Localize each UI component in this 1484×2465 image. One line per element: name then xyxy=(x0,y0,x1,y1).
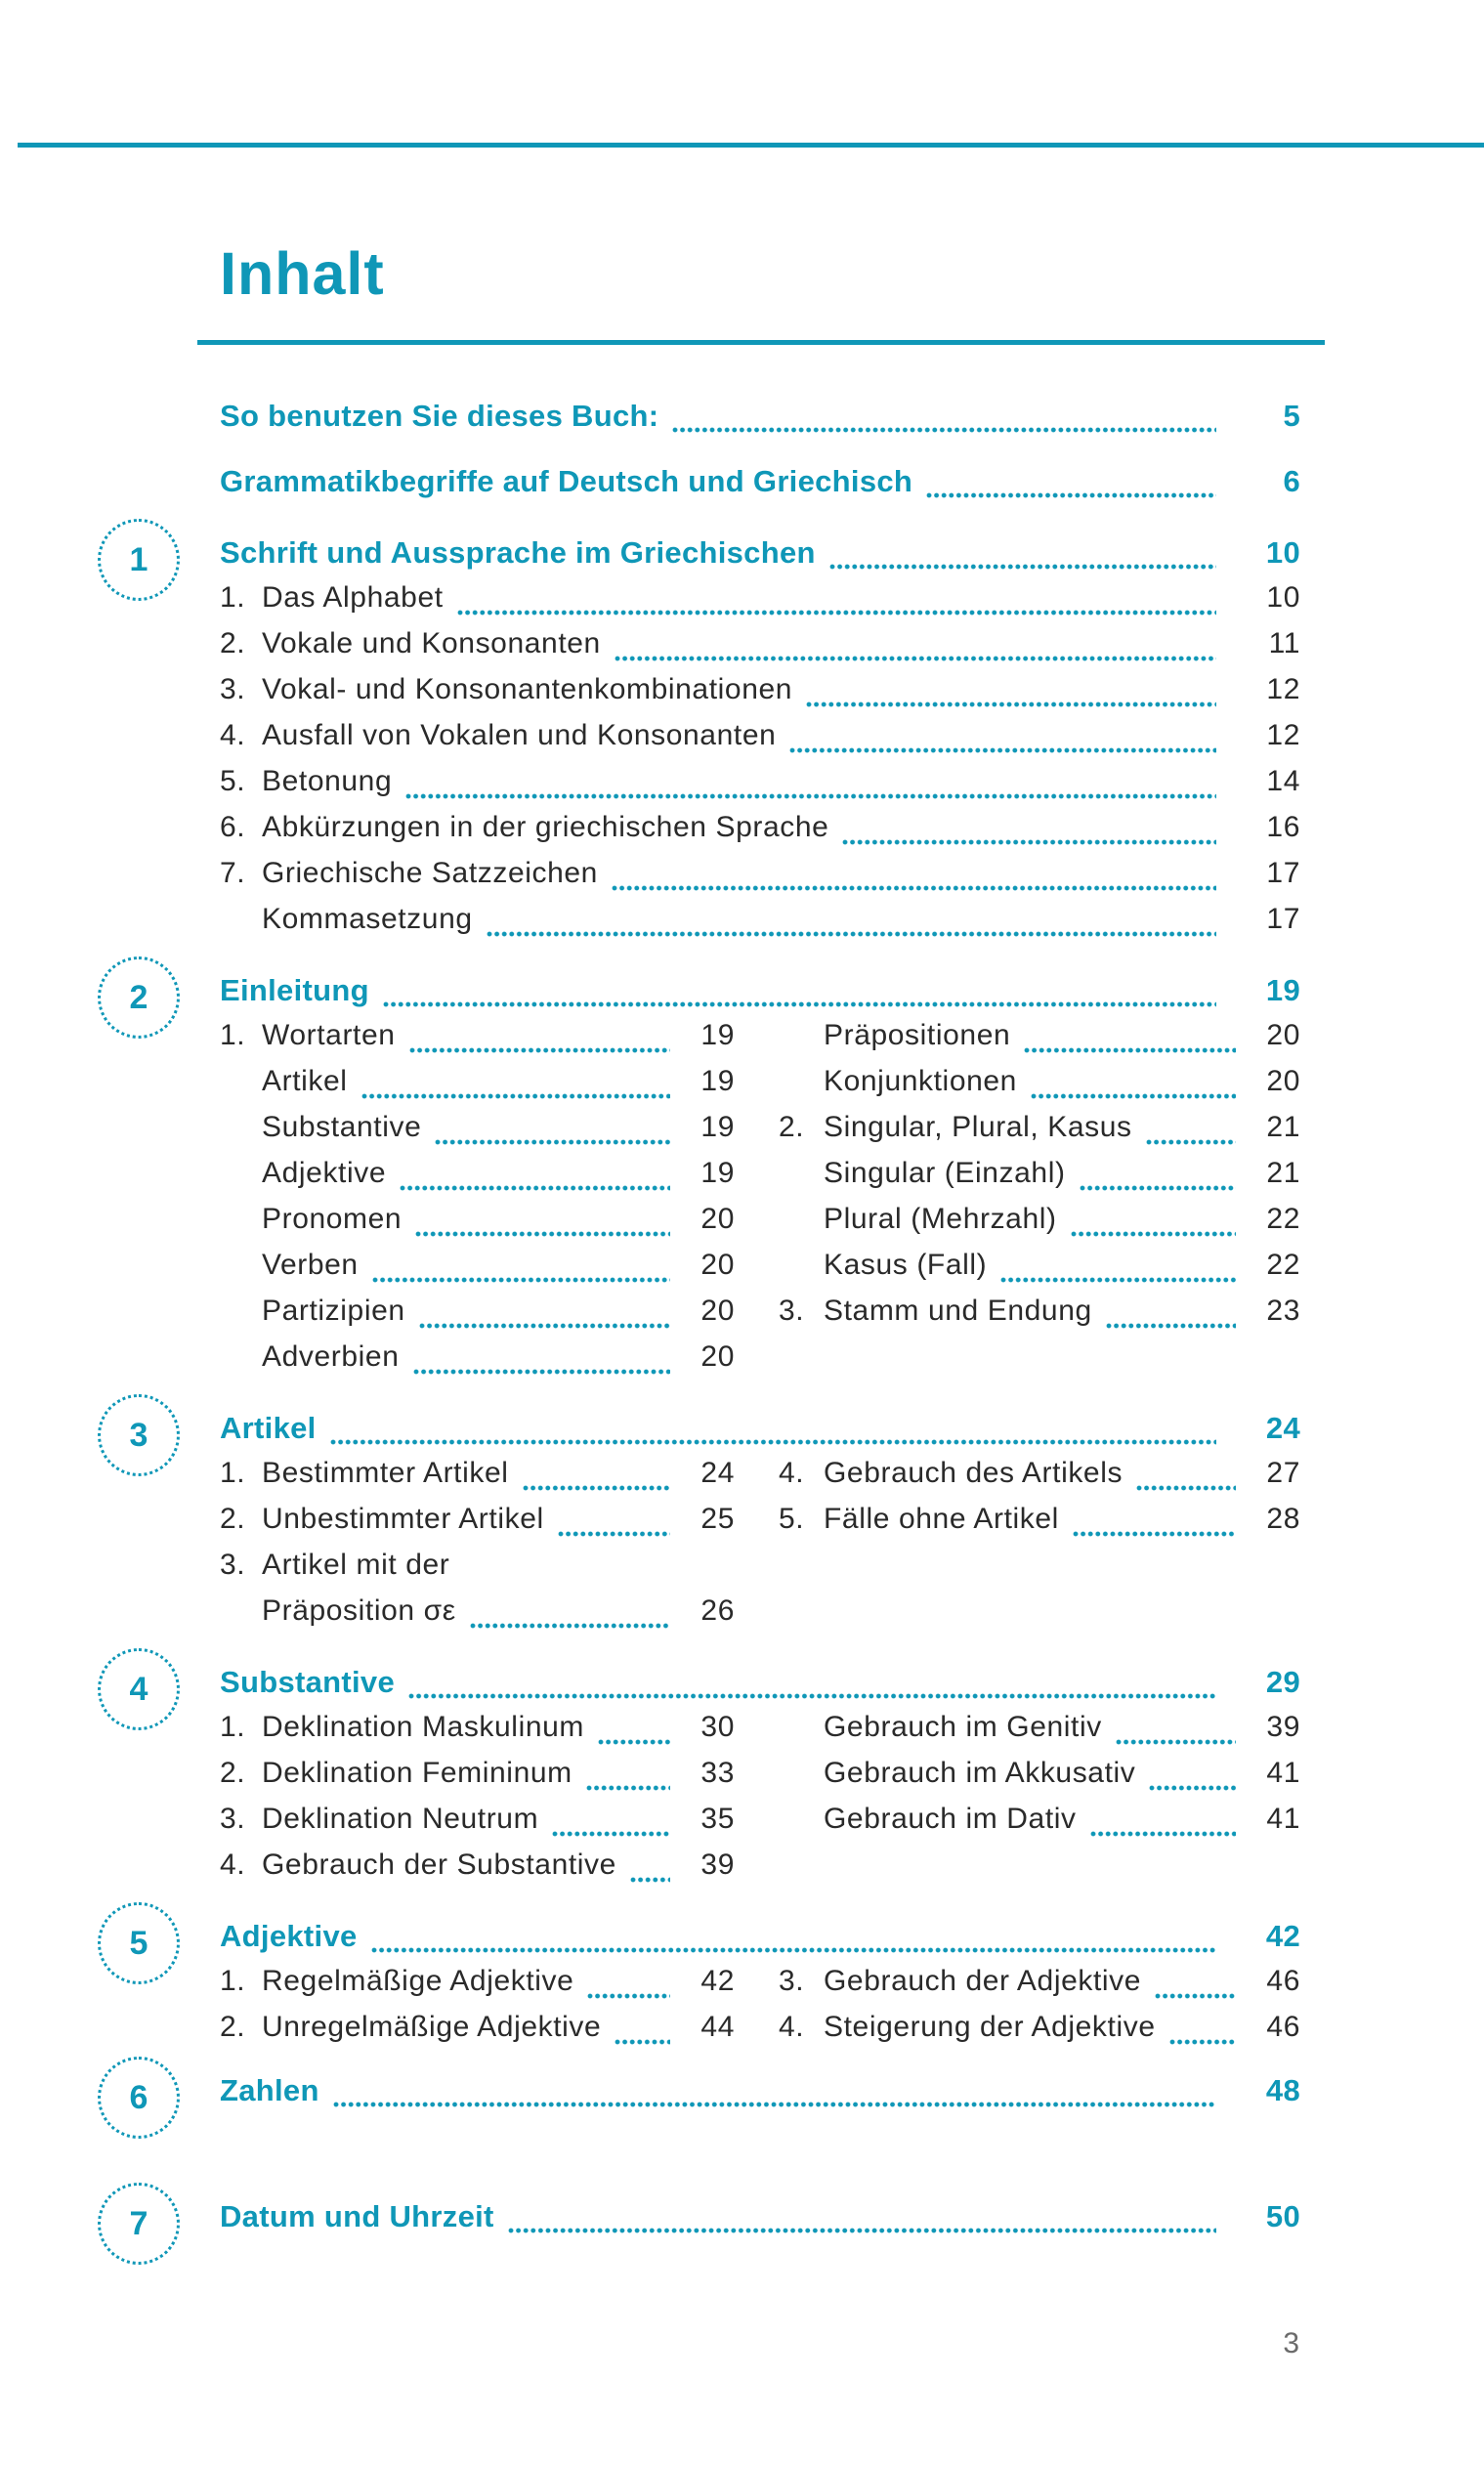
toc-entry-row xyxy=(220,1503,735,1549)
entry-label: Gebrauch im Genitiv xyxy=(824,1711,1102,1743)
entry-label: Steigerung der Adjektive xyxy=(824,2011,1156,2043)
toc-entry-row xyxy=(220,1111,735,1157)
entry-page-number: 41 xyxy=(1266,1757,1300,1789)
toc-entry-row xyxy=(779,1711,1300,1757)
top-rule xyxy=(18,143,1484,148)
entry-label: Abkürzungen in der griechischen Sprache xyxy=(262,811,829,843)
toc-entry-row xyxy=(779,1457,1300,1503)
section-number-badge xyxy=(98,1394,180,1476)
entry-number: 3. xyxy=(220,1549,246,1581)
toc-entry-row xyxy=(779,1019,1300,1065)
section-title-row xyxy=(220,2073,1300,2119)
entry-label: Vokale und Konsonanten xyxy=(262,627,601,659)
dot-leader xyxy=(1031,1093,1236,1099)
page-title: Inhalt xyxy=(220,240,385,307)
dot-leader xyxy=(383,1001,1216,1007)
entry-page-number: 16 xyxy=(1266,811,1300,843)
entry-label: Singular (Einzahl) xyxy=(824,1157,1066,1189)
table-of-contents xyxy=(129,399,1300,2245)
dot-leader xyxy=(372,1277,670,1283)
toc-section xyxy=(129,2073,1300,2119)
toc-entry-row xyxy=(779,2011,1300,2057)
entry-page-number: 29 xyxy=(1265,1665,1300,1699)
entry-page-number: 26 xyxy=(700,1594,735,1627)
toc-entry-row xyxy=(779,1249,1300,1295)
dot-leader xyxy=(1071,1231,1236,1237)
entry-label: Gebrauch der Substantive xyxy=(262,1849,616,1881)
entry-label: Verben xyxy=(262,1249,359,1281)
entry-number: 6. xyxy=(220,811,246,843)
entry-number: 5. xyxy=(779,1503,805,1535)
dot-leader xyxy=(558,1531,670,1537)
section-number: 1 xyxy=(129,540,148,578)
toc-entry-row xyxy=(220,903,1300,949)
dot-leader xyxy=(1155,1993,1236,1999)
toc-entry-row xyxy=(220,1965,735,2011)
entry-number: 3. xyxy=(220,1803,246,1835)
entry-label: Fälle ohne Artikel xyxy=(824,1503,1059,1535)
section-title: Schrift und Aussprache im Griechischen xyxy=(220,535,816,570)
entry-page-number: 19 xyxy=(700,1111,735,1143)
entry-page-number: 33 xyxy=(700,1757,735,1789)
section-title: Adjektive xyxy=(220,1919,358,1953)
toc-entry-row xyxy=(220,1019,735,1065)
entry-page-number: 17 xyxy=(1266,903,1300,935)
dot-leader xyxy=(508,2228,1216,2233)
toc-entry-row xyxy=(220,627,1300,673)
dot-leader xyxy=(842,839,1216,845)
entry-label: Partizipien xyxy=(262,1295,405,1327)
section-title-row xyxy=(220,1411,1300,1457)
entry-number: 7. xyxy=(220,857,246,889)
toc-entry-row xyxy=(220,1340,735,1386)
entry-number: 1. xyxy=(220,1457,246,1489)
dot-leader xyxy=(806,701,1216,707)
toc-entry-row xyxy=(220,857,1300,903)
entry-label: Grammatikbegriffe auf Deutsch und Griechisch xyxy=(220,464,913,498)
section-title: Substantive xyxy=(220,1665,396,1699)
entry-label: Regelmäßige Adjektive xyxy=(262,1965,574,1997)
dot-leader xyxy=(926,492,1216,498)
toc-entry-row xyxy=(220,1457,735,1503)
entry-label: Deklination Maskulinum xyxy=(262,1711,585,1743)
entry-number: 3. xyxy=(779,1965,805,1997)
toc-entry-row xyxy=(220,719,1300,765)
toc-entry-row xyxy=(779,1111,1300,1157)
toc-section xyxy=(129,1665,1300,1894)
entry-page-number: 42 xyxy=(1265,1919,1300,1953)
entry-page-number: 5 xyxy=(1283,399,1300,433)
entry-label: Konjunktionen xyxy=(824,1065,1017,1097)
entry-page-number: 41 xyxy=(1266,1803,1300,1835)
entry-page-number: 10 xyxy=(1265,535,1300,570)
entry-page-number: 17 xyxy=(1266,857,1300,889)
entry-label: Adjektive xyxy=(262,1157,387,1189)
entry-page-number: 39 xyxy=(700,1849,735,1881)
toc-entry-row xyxy=(220,1711,735,1757)
dot-leader xyxy=(1136,1485,1236,1491)
title-underline xyxy=(197,340,1325,345)
entry-number: 2. xyxy=(220,1503,246,1535)
front-entries xyxy=(220,399,1300,510)
dot-leader xyxy=(523,1485,670,1491)
entry-number: 1. xyxy=(220,581,246,614)
section-title-row xyxy=(220,1665,1300,1711)
entry-page-number: 19 xyxy=(700,1019,735,1051)
entry-number: 1. xyxy=(220,1019,246,1051)
section-title: Artikel xyxy=(220,1411,317,1445)
toc-entry-row xyxy=(779,1295,1300,1340)
left-column xyxy=(220,1457,735,1640)
entry-label: Kommasetzung xyxy=(262,903,473,935)
section-title: Datum und Uhrzeit xyxy=(220,2199,494,2233)
two-column-entries xyxy=(220,1965,1300,2057)
front-entry-row xyxy=(220,399,1300,445)
entry-label: Deklination Femininum xyxy=(262,1757,572,1789)
toc-entry-row xyxy=(220,1594,735,1640)
dot-leader xyxy=(435,1139,670,1145)
dot-leader xyxy=(371,1947,1216,1953)
dot-leader xyxy=(1024,1047,1236,1053)
toc-entry-row xyxy=(779,1503,1300,1549)
toc-entry-row xyxy=(220,1065,735,1111)
two-column-entries xyxy=(220,1711,1300,1894)
entry-number: 4. xyxy=(779,2011,805,2043)
toc-entry-row xyxy=(779,1157,1300,1203)
entry-page-number: 20 xyxy=(700,1249,735,1281)
toc-entry-row xyxy=(220,673,1300,719)
entry-page-number: 21 xyxy=(1266,1111,1300,1143)
entry-label: Gebrauch im Akkusativ xyxy=(824,1757,1136,1789)
entry-number: 2. xyxy=(220,2011,246,2043)
dot-leader xyxy=(457,610,1216,616)
section-title-row xyxy=(220,2199,1300,2245)
right-column xyxy=(779,1965,1300,2057)
dot-leader xyxy=(612,885,1216,891)
dot-leader xyxy=(1146,1139,1236,1145)
dot-leader xyxy=(487,931,1216,937)
section-number-badge xyxy=(98,1648,180,1730)
entry-page-number: 39 xyxy=(1266,1711,1300,1743)
entry-label: So benutzen Sie dieses Buch: xyxy=(220,399,659,433)
entry-number: 2. xyxy=(220,627,246,659)
entry-number: 3. xyxy=(779,1295,805,1327)
section-title-row xyxy=(220,1919,1300,1965)
dot-leader xyxy=(400,1185,670,1191)
entry-label: Deklination Neutrum xyxy=(262,1803,539,1835)
dot-leader xyxy=(413,1369,671,1375)
toc-section xyxy=(129,2199,1300,2245)
dot-leader xyxy=(1169,2039,1236,2045)
entry-page-number: 6 xyxy=(1283,464,1300,498)
section-number-badge xyxy=(98,2057,180,2139)
sections xyxy=(129,535,1300,2245)
entry-label: Wortarten xyxy=(262,1019,396,1051)
entry-label: Artikel mit der xyxy=(262,1549,450,1581)
dot-leader xyxy=(586,1785,670,1791)
dot-leader xyxy=(1090,1831,1236,1837)
toc-entry-row xyxy=(779,1803,1300,1849)
toc-section xyxy=(129,535,1300,949)
entry-label: Singular, Plural, Kasus xyxy=(824,1111,1132,1143)
dot-leader xyxy=(470,1623,670,1629)
toc-entry-row xyxy=(220,1849,735,1894)
section-number: 5 xyxy=(129,1924,148,1962)
folio-page-number: 3 xyxy=(1283,2327,1299,2359)
section-number: 6 xyxy=(129,2078,148,2116)
entry-page-number: 28 xyxy=(1266,1503,1300,1535)
entry-number: 4. xyxy=(779,1457,805,1489)
entry-page-number: 20 xyxy=(1266,1065,1300,1097)
entry-label: Vokal- und Konsonantenkombinationen xyxy=(262,673,793,705)
toc-section xyxy=(129,973,1300,1386)
entry-label: Griechische Satzzeichen xyxy=(262,857,598,889)
dot-leader xyxy=(1116,1739,1236,1745)
section-title: Zahlen xyxy=(220,2073,319,2107)
dot-leader xyxy=(1080,1185,1236,1191)
toc-entry-row xyxy=(779,1965,1300,2011)
front-entry-row xyxy=(220,464,1300,510)
dot-leader xyxy=(408,1693,1216,1699)
section-title-row xyxy=(220,973,1300,1019)
toc-entry-row xyxy=(220,1249,735,1295)
dot-leader xyxy=(405,793,1216,799)
entry-label: Pronomen xyxy=(262,1203,403,1235)
section-number-badge xyxy=(98,2183,180,2265)
entry-page-number: 21 xyxy=(1266,1157,1300,1189)
entry-page-number: 11 xyxy=(1268,627,1300,659)
entry-page-number: 48 xyxy=(1265,2073,1300,2107)
dot-leader xyxy=(330,1439,1216,1445)
dot-leader xyxy=(587,1993,670,1999)
entry-label: Kasus (Fall) xyxy=(824,1249,988,1281)
toc-entry-row xyxy=(220,1295,735,1340)
toc-entry-row xyxy=(220,1203,735,1249)
left-column xyxy=(220,1019,735,1386)
entry-label: Bestimmter Artikel xyxy=(262,1457,509,1489)
entry-page-number: 19 xyxy=(700,1157,735,1189)
two-column-entries xyxy=(220,1457,1300,1640)
section-number: 7 xyxy=(129,2204,148,2242)
dot-leader xyxy=(333,2102,1216,2107)
entry-page-number: 46 xyxy=(1266,1965,1300,1997)
entry-page-number: 44 xyxy=(700,2011,735,2043)
dot-leader xyxy=(409,1047,670,1053)
entry-page-number: 25 xyxy=(700,1503,735,1535)
right-column xyxy=(779,1019,1300,1386)
entry-label: Ausfall von Vokalen und Konsonanten xyxy=(262,719,777,751)
toc-section xyxy=(129,1411,1300,1640)
section-number-badge xyxy=(98,1902,180,1984)
toc-entry-row xyxy=(779,1065,1300,1111)
dot-leader xyxy=(1106,1323,1236,1329)
entry-page-number: 27 xyxy=(1266,1457,1300,1489)
toc-entry-row xyxy=(220,1757,735,1803)
section-number: 3 xyxy=(129,1416,148,1454)
left-column xyxy=(220,1965,735,2057)
section-number: 4 xyxy=(129,1670,148,1708)
entry-label: Stamm und Endung xyxy=(824,1295,1092,1327)
dot-leader xyxy=(789,747,1216,753)
entry-label: Gebrauch im Dativ xyxy=(824,1803,1077,1835)
dot-leader xyxy=(598,1739,670,1745)
entry-page-number: 14 xyxy=(1266,765,1300,797)
entry-page-number: 23 xyxy=(1266,1295,1300,1327)
two-column-entries xyxy=(220,1019,1300,1386)
toc-entry-row xyxy=(220,811,1300,857)
toc-entry-row xyxy=(220,1157,735,1203)
entry-label: Plural (Mehrzahl) xyxy=(824,1203,1057,1235)
dot-leader xyxy=(1000,1277,1236,1283)
entry-label: Gebrauch des Artikels xyxy=(824,1457,1124,1489)
dot-leader xyxy=(829,564,1216,570)
entry-page-number: 20 xyxy=(700,1295,735,1327)
entry-label: Substantive xyxy=(262,1111,422,1143)
entry-page-number: 19 xyxy=(700,1065,735,1097)
entry-page-number: 10 xyxy=(1266,581,1300,614)
section-number-badge xyxy=(98,519,180,601)
entry-page-number: 35 xyxy=(700,1803,735,1835)
entry-page-number: 20 xyxy=(700,1340,735,1373)
toc-entry-row xyxy=(779,1757,1300,1803)
dot-leader xyxy=(615,656,1216,661)
entry-label: Präposition σε xyxy=(262,1594,456,1627)
entry-page-number: 12 xyxy=(1266,673,1300,705)
entry-page-number: 30 xyxy=(700,1711,735,1743)
entry-page-number: 24 xyxy=(700,1457,735,1489)
section-number: 2 xyxy=(129,978,148,1016)
entry-label: Betonung xyxy=(262,765,393,797)
section-title: Einleitung xyxy=(220,973,369,1007)
dot-leader xyxy=(615,2039,670,2045)
entry-label: Unregelmäßige Adjektive xyxy=(262,2011,602,2043)
dot-leader xyxy=(419,1323,670,1329)
entry-page-number: 42 xyxy=(700,1965,735,1997)
entry-page-number: 22 xyxy=(1266,1203,1300,1235)
dot-leader xyxy=(415,1231,670,1237)
entry-label: Unbestimmter Artikel xyxy=(262,1503,544,1535)
toc-entry-row xyxy=(220,1549,735,1594)
toc-entry-row xyxy=(220,581,1300,627)
dot-leader xyxy=(630,1877,670,1883)
toc-entry-row xyxy=(220,2011,735,2057)
dot-leader xyxy=(361,1093,670,1099)
entry-number: 1. xyxy=(220,1965,246,1997)
toc-entry-row xyxy=(220,1803,735,1849)
dot-leader xyxy=(1073,1531,1236,1537)
entry-page-number: 24 xyxy=(1265,1411,1300,1445)
dot-leader xyxy=(552,1831,670,1837)
entry-page-number: 20 xyxy=(700,1203,735,1235)
entry-number: 1. xyxy=(220,1711,246,1743)
entry-number: 3. xyxy=(220,673,246,705)
entry-label: Artikel xyxy=(262,1065,348,1097)
entry-page-number: 20 xyxy=(1266,1019,1300,1051)
left-column xyxy=(220,1711,735,1894)
section-title-row xyxy=(220,535,1300,581)
entry-page-number: 50 xyxy=(1265,2199,1300,2233)
entry-page-number: 19 xyxy=(1265,973,1300,1007)
section-number-badge xyxy=(98,956,180,1039)
dot-leader xyxy=(1149,1785,1236,1791)
entry-page-number: 22 xyxy=(1266,1249,1300,1281)
entry-number: 4. xyxy=(220,1849,246,1881)
right-column xyxy=(779,1711,1300,1894)
entry-number: 2. xyxy=(220,1757,246,1789)
entry-number: 2. xyxy=(779,1111,805,1143)
entry-page-number: 46 xyxy=(1266,2011,1300,2043)
entry-label: Das Alphabet xyxy=(262,581,444,614)
toc-entry-row xyxy=(779,1203,1300,1249)
entry-label: Präpositionen xyxy=(824,1019,1011,1051)
entry-label: Adverbien xyxy=(262,1340,400,1373)
toc-section xyxy=(129,1919,1300,2057)
entry-number: 5. xyxy=(220,765,246,797)
toc-entry-row xyxy=(220,765,1300,811)
dot-leader xyxy=(672,427,1216,433)
entry-label: Gebrauch der Adjektive xyxy=(824,1965,1142,1997)
entry-number: 4. xyxy=(220,719,246,751)
right-column xyxy=(779,1457,1300,1640)
entry-page-number: 12 xyxy=(1266,719,1300,751)
